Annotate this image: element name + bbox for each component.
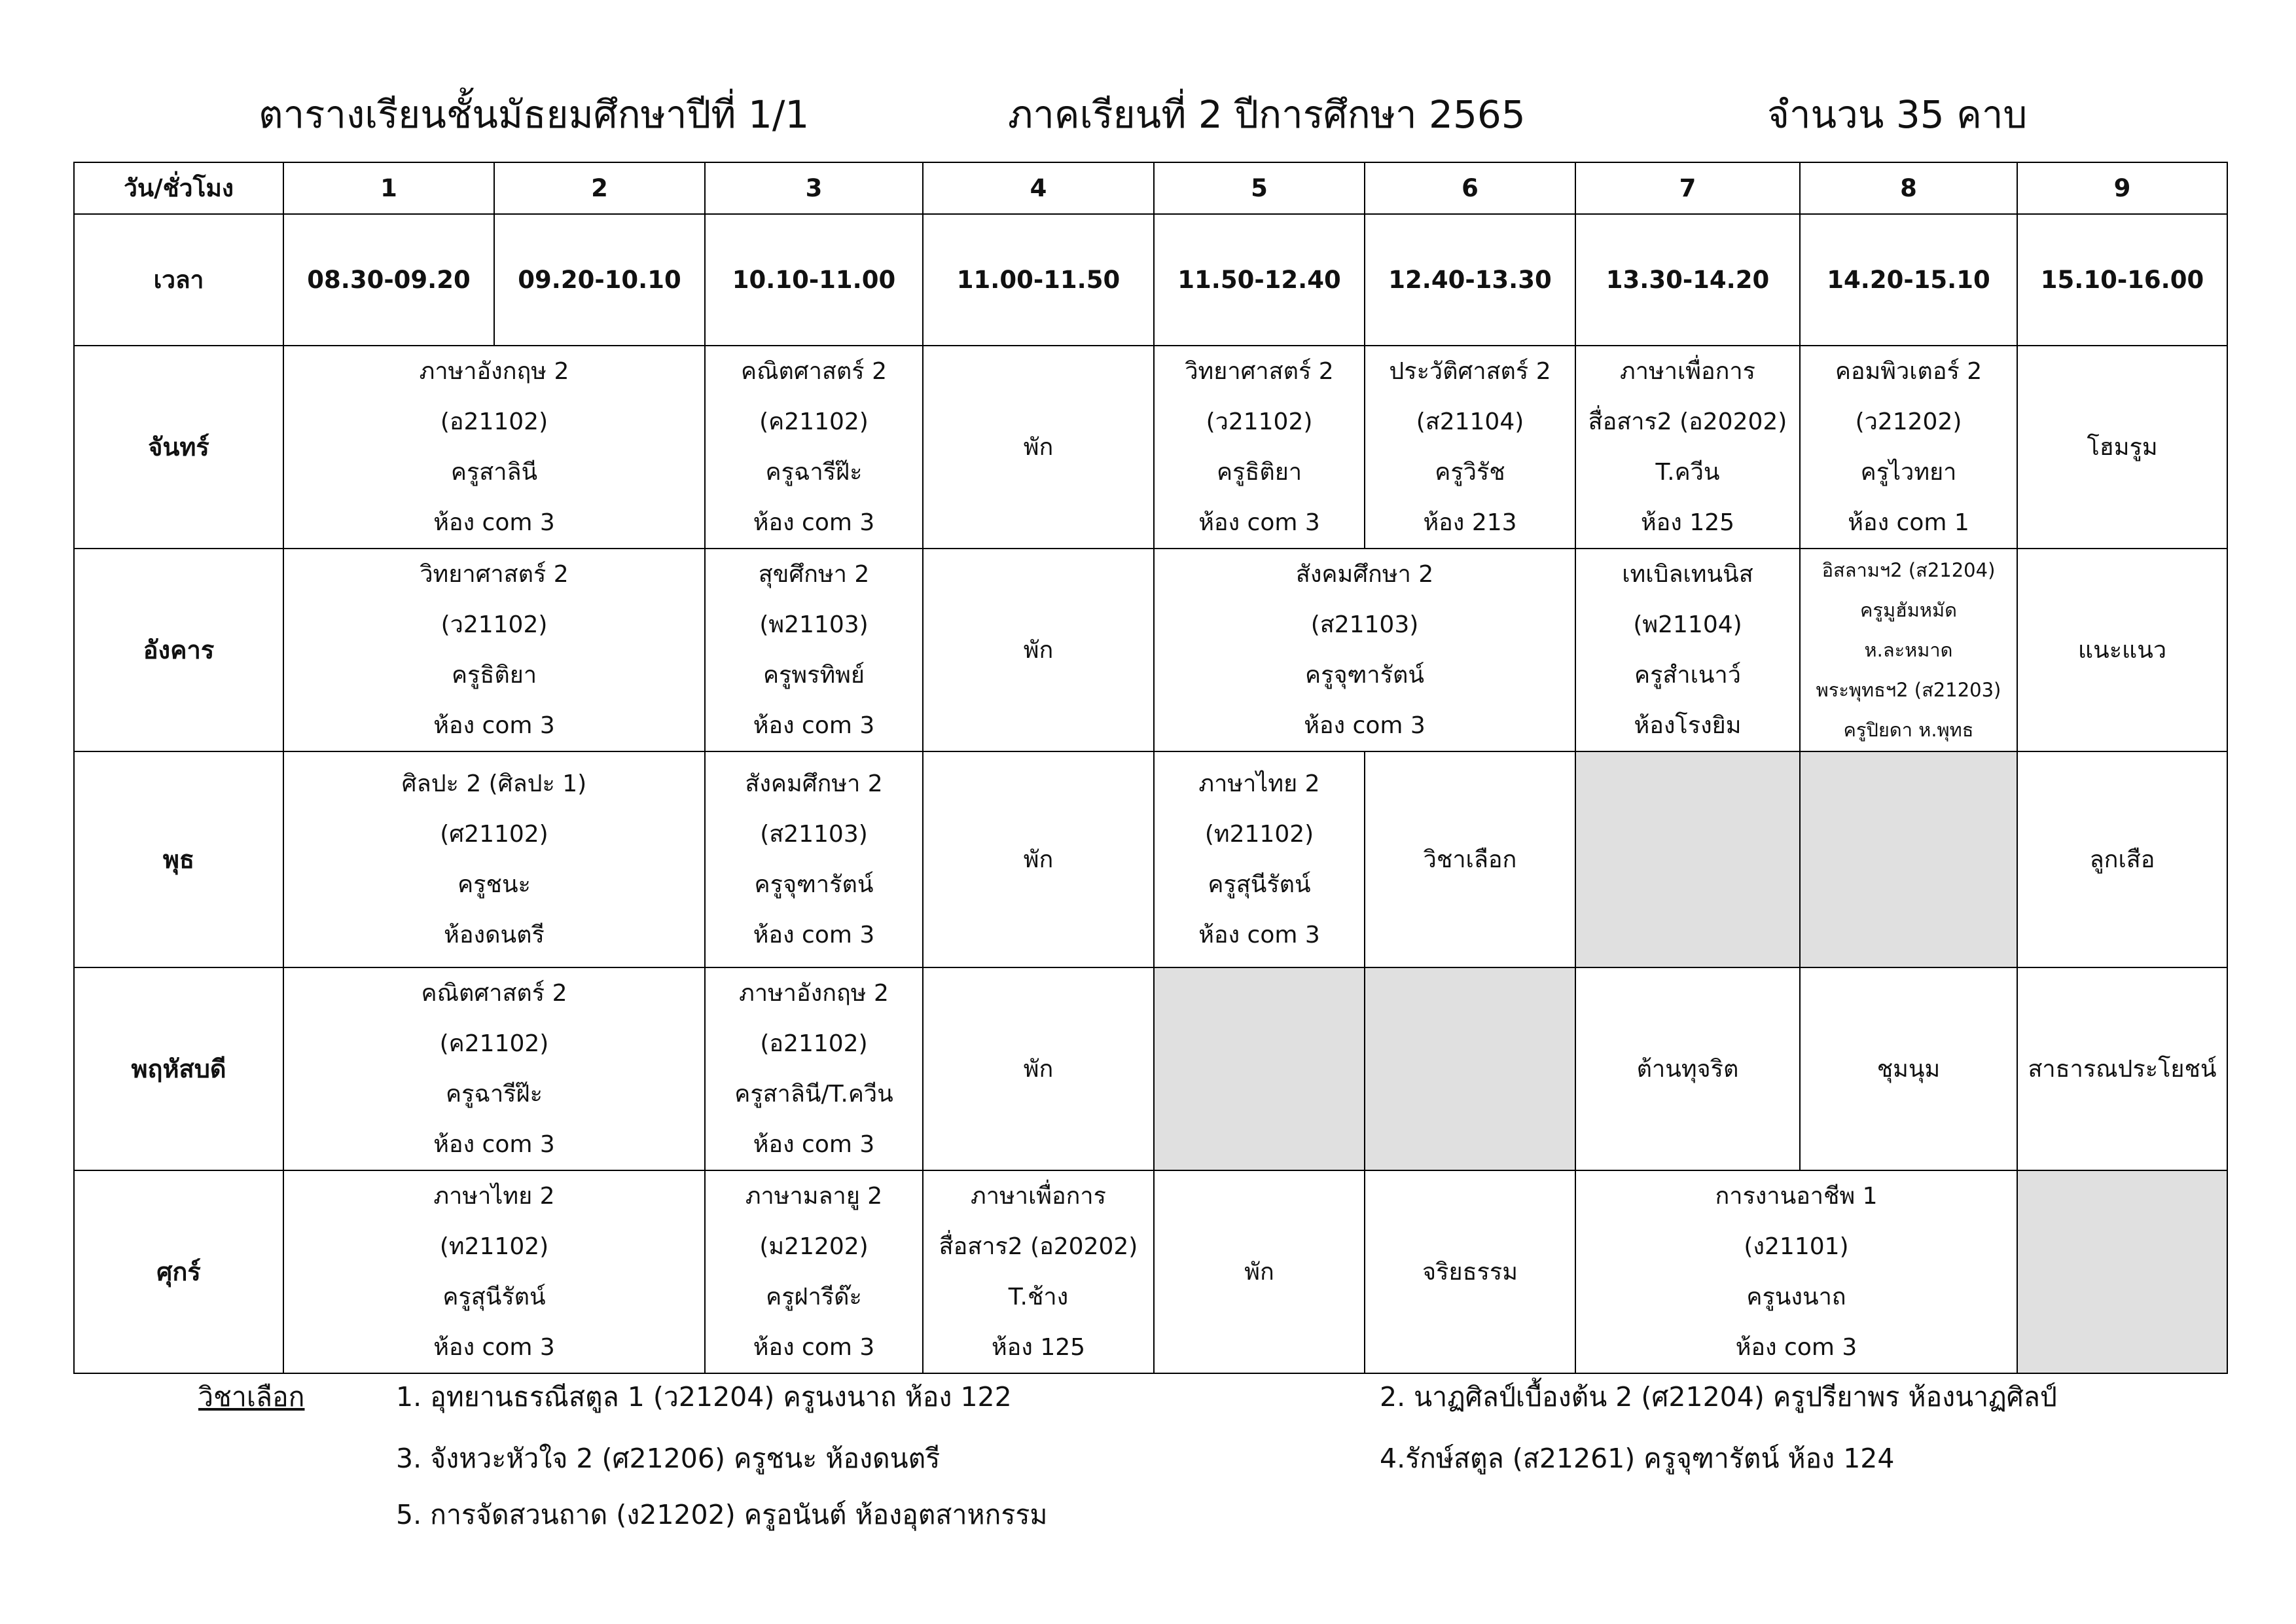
empty-slot <box>1575 751 1800 967</box>
cell-line: พัก <box>1023 433 1054 461</box>
cell-line: ภาษามลายู 2 <box>745 1183 883 1210</box>
class-cell <box>923 1170 1154 1373</box>
electives-section <box>0 1368 2296 1551</box>
class-cell <box>705 967 923 1170</box>
class-cell <box>1154 751 1365 967</box>
cell-line: ห้อง 213 <box>1423 509 1517 536</box>
period-number: 6 <box>1365 162 1575 214</box>
empty-slot <box>2017 1170 2227 1373</box>
period-number: 7 <box>1575 162 1800 214</box>
class-cell <box>1575 549 1800 751</box>
period-number: 1 <box>283 162 494 214</box>
cell-line: พัก <box>1023 846 1054 873</box>
cell-line: ภาษาไทย 2 <box>1198 770 1320 797</box>
cell-line: ห้องโรงยิม <box>1634 712 1742 739</box>
time-slot: 10.10-11.00 <box>705 214 923 346</box>
class-cell <box>923 967 1154 1170</box>
cell-line: ครูสุนีรัตน์ <box>1208 871 1311 898</box>
cell-line: วิชาเลือก <box>1423 846 1517 873</box>
class-cell <box>705 751 923 967</box>
cell-line: ภาษาเพื่อการ <box>971 1183 1106 1210</box>
elective-item: 2. นาฏศิลป์เบื้องต้น 2 (ศ21204) ครูปรียาพร ห้องนาฏศิลป์ <box>1380 1381 2057 1413</box>
cell-line: ครูสุนีรัตน์ <box>442 1284 546 1310</box>
day-label: จันทร์ <box>74 346 283 549</box>
cell-line: ลูกเสือ <box>2089 846 2155 873</box>
cell-line: พัก <box>1023 636 1054 664</box>
cell-line: คอมพิวเตอร์ 2 <box>1835 358 1982 385</box>
empty-slot <box>1365 967 1575 1170</box>
cell-line: (ว21202) <box>1855 408 1962 435</box>
cell-line: (ว21102) <box>1206 408 1313 435</box>
period-number: 3 <box>705 162 923 214</box>
day-row <box>74 549 2227 751</box>
class-cell <box>1575 1170 2017 1373</box>
day-row <box>74 346 2227 549</box>
cell-line: ห้องดนตรี <box>444 922 545 948</box>
cell-line: T.ช้าง <box>1008 1284 1069 1310</box>
empty-slot <box>1154 967 1365 1170</box>
time-row <box>74 214 2227 346</box>
cell-line: (ส21104) <box>1416 408 1524 435</box>
cell-line: สังคมศึกษา 2 <box>745 770 883 797</box>
period-number: 2 <box>494 162 705 214</box>
cell-line: ห้อง com 1 <box>1848 509 1969 536</box>
cell-line: ห้อง com 3 <box>753 1334 875 1361</box>
cell-line: สาธารณประโยชน์ <box>2028 1055 2217 1083</box>
period-number: 5 <box>1154 162 1365 214</box>
cell-line: พระพุทธฯ2 (ส21203) <box>1816 678 2001 701</box>
class-cell <box>283 1170 705 1373</box>
cell-line: (ศ21102) <box>440 821 548 848</box>
cell-line: (พ21104) <box>1633 611 1742 638</box>
class-cell <box>1800 549 2017 751</box>
corner-label: วัน/ชั่วโมง <box>74 162 283 214</box>
cell-line: ภาษาไทย 2 <box>433 1183 555 1210</box>
cell-line: สื่อสาร2 (อ20202) <box>939 1233 1138 1260</box>
class-cell <box>2017 967 2227 1170</box>
cell-line: ภาษาอังกฤษ 2 <box>419 358 569 385</box>
cell-line: ประวัติศาสตร์ 2 <box>1389 358 1551 385</box>
cell-line: จริยธรรม <box>1422 1258 1518 1286</box>
cell-line: ห้อง com 3 <box>1198 509 1320 536</box>
time-slot: 12.40-13.30 <box>1365 214 1575 346</box>
cell-line: (ส21103) <box>1310 611 1419 638</box>
cell-line: (ท21102) <box>439 1233 549 1260</box>
cell-line: ภาษาเพื่อการ <box>1620 358 1755 385</box>
cell-line: พัก <box>1244 1258 1274 1286</box>
day-row <box>74 967 2227 1170</box>
cell-line: ห้อง 125 <box>1640 509 1735 536</box>
page-header <box>0 84 2296 156</box>
cell-line: วิทยาศาสตร์ 2 <box>420 561 569 588</box>
cell-line: ครูจุฑารัตน์ <box>1305 662 1424 689</box>
cell-line: สุขศึกษา 2 <box>758 561 870 588</box>
cell-line: ต้านทุจริต <box>1636 1055 1739 1083</box>
day-label: ศุกร์ <box>74 1170 283 1373</box>
page-title: ตารางเรียนชั้นมัธยมศึกษาปีที่ 1/1 <box>259 92 810 137</box>
cell-line: คณิตศาสตร์ 2 <box>741 358 887 385</box>
cell-line: (ม21202) <box>759 1233 869 1260</box>
class-cell <box>705 1170 923 1373</box>
cell-line: ครูไวทยา <box>1860 459 1957 486</box>
class-cell <box>283 751 705 967</box>
period-number: 4 <box>923 162 1154 214</box>
elective-item: 5. การจัดสวนถาด (ง21202) ครูอนันต์ ห้องอุตสาหกรรม <box>396 1499 1048 1530</box>
time-slot: 09.20-10.10 <box>494 214 705 346</box>
cell-line: ห้อง com 3 <box>1198 922 1320 948</box>
class-cell <box>2017 549 2227 751</box>
cell-line: ห้อง com 3 <box>753 922 875 948</box>
class-cell <box>705 346 923 549</box>
cell-line: ห.ละหมาด <box>1864 638 1953 661</box>
empty-slot <box>1800 751 2017 967</box>
cell-line: อิสลามฯ2 (ส21204) <box>1821 558 1996 581</box>
class-cell <box>1365 346 1575 549</box>
cell-line: ห้อง com 3 <box>433 712 555 739</box>
time-slot: 13.30-14.20 <box>1575 214 1800 346</box>
cell-line: ครูฉารีฝ๊ะ <box>446 1081 543 1108</box>
cell-line: วิทยาศาสตร์ 2 <box>1185 358 1334 385</box>
cell-line: ห้อง com 3 <box>1735 1334 1857 1361</box>
class-cell <box>923 549 1154 751</box>
day-row <box>74 751 2227 967</box>
term-label: ภาคเรียนที่ 2 ปีการศึกษา 2565 <box>1008 92 1526 137</box>
time-label: เวลา <box>74 214 283 346</box>
cell-line: ครูธิติยา <box>451 662 537 689</box>
cell-line: (ว21102) <box>440 611 548 638</box>
cell-line: สื่อสาร2 (อ20202) <box>1588 408 1787 435</box>
cell-line: เทเบิลเทนนิส <box>1622 561 1753 588</box>
class-cell <box>1365 1170 1575 1373</box>
day-label: พฤหัสบดี <box>74 967 283 1170</box>
cell-line: ห้อง com 3 <box>753 1131 875 1158</box>
cell-line: (ค21102) <box>759 408 869 435</box>
cell-line: (ค21102) <box>439 1030 549 1057</box>
elective-item: 4.รักษ์สตูล (ส21261) ครูจุฑารัตน์ ห้อง 124 <box>1380 1443 1895 1474</box>
cell-line: ครูจุฑารัตน์ <box>754 871 874 898</box>
cell-line: ครูนงนาถ <box>1746 1284 1846 1310</box>
cell-line: คณิตศาสตร์ 2 <box>421 980 567 1007</box>
cell-line: สังคมศึกษา 2 <box>1295 561 1434 588</box>
cell-line: ครูธิติยา <box>1216 459 1302 486</box>
cell-line: ครูฝารีด๊ะ <box>766 1284 862 1310</box>
cell-line: ครูสำเนาว์ <box>1634 662 1741 689</box>
class-cell <box>283 549 705 751</box>
class-cell <box>2017 751 2227 967</box>
day-label: พุธ <box>74 751 283 967</box>
electives-heading: วิชาเลือก <box>198 1381 305 1413</box>
class-cell <box>1575 346 1800 549</box>
cell-line: (ง21101) <box>1744 1233 1849 1260</box>
cell-line: ศิลปะ 2 (ศิลปะ 1) <box>401 770 587 797</box>
cell-line: ภาษาอังกฤษ 2 <box>739 980 889 1007</box>
cell-line: ครูวิรัช <box>1435 459 1505 486</box>
class-cell <box>1575 967 1800 1170</box>
elective-item: 1. อุทยานธรณีสตูล 1 (ว21204) ครูนงนาถ ห้อง 122 <box>396 1381 1012 1413</box>
cell-line: ครูปิยดา ห.พุทธ <box>1843 718 1974 741</box>
time-slot: 14.20-15.10 <box>1800 214 2017 346</box>
class-cell <box>923 346 1154 549</box>
class-cell <box>1154 346 1365 549</box>
period-number: 8 <box>1800 162 2017 214</box>
cell-line: (อ21102) <box>760 1030 868 1057</box>
cell-line: ครูชนะ <box>457 871 531 898</box>
cell-line: ครูสาลินี <box>450 459 538 486</box>
time-slot: 08.30-09.20 <box>283 214 494 346</box>
day-row <box>74 1170 2227 1373</box>
period-header-row <box>74 162 2227 214</box>
period-number: 9 <box>2017 162 2227 214</box>
cell-line: ครูพรทิพย์ <box>762 662 865 689</box>
class-cell <box>1154 1170 1365 1373</box>
cell-line: (ส21103) <box>760 821 868 848</box>
cell-line: โฮมรูม <box>2087 433 2158 461</box>
cell-line: การงานอาชีพ 1 <box>1715 1183 1878 1210</box>
class-cell <box>1800 967 2017 1170</box>
time-slot: 15.10-16.00 <box>2017 214 2227 346</box>
elective-item: 3. จังหวะหัวใจ 2 (ศ21206) ครูชนะ ห้องดนตรี <box>396 1443 941 1474</box>
class-cell <box>283 967 705 1170</box>
class-cell <box>1365 751 1575 967</box>
cell-line: ครูฉารีฝ๊ะ <box>765 459 863 486</box>
cell-line: ครูมูฮัมหมัด <box>1860 598 1957 621</box>
cell-line: ห้อง com 3 <box>1304 712 1426 739</box>
cell-line: พัก <box>1023 1055 1054 1083</box>
cell-line: ห้อง com 3 <box>433 1131 555 1158</box>
class-cell <box>1154 549 1575 751</box>
class-cell <box>2017 346 2227 549</box>
cell-line: ครูสาลินี/T.ควีน <box>734 1081 893 1108</box>
cell-line: ห้อง com 3 <box>433 509 555 536</box>
class-cell <box>705 549 923 751</box>
time-slot: 11.50-12.40 <box>1154 214 1365 346</box>
class-cell <box>1800 346 2017 549</box>
cell-line: ห้อง com 3 <box>753 509 875 536</box>
cell-line: ห้อง 125 <box>991 1334 1086 1361</box>
cell-line: (พ21103) <box>759 611 869 638</box>
timetable <box>73 162 2228 1374</box>
cell-line: (อ21102) <box>440 408 548 435</box>
time-slot: 11.00-11.50 <box>923 214 1154 346</box>
class-cell <box>283 346 705 549</box>
day-label: อังคาร <box>74 549 283 751</box>
cell-line: ห้อง com 3 <box>753 712 875 739</box>
class-cell <box>923 751 1154 967</box>
cell-line: T.ควีน <box>1655 459 1720 486</box>
cell-line: (ท21102) <box>1204 821 1314 848</box>
cell-line: ห้อง com 3 <box>433 1334 555 1361</box>
cell-line: ชุมนุม <box>1876 1055 1941 1083</box>
cell-line: แนะแนว <box>2077 636 2167 664</box>
periods-total: จำนวน 35 คาบ <box>1767 92 2028 137</box>
